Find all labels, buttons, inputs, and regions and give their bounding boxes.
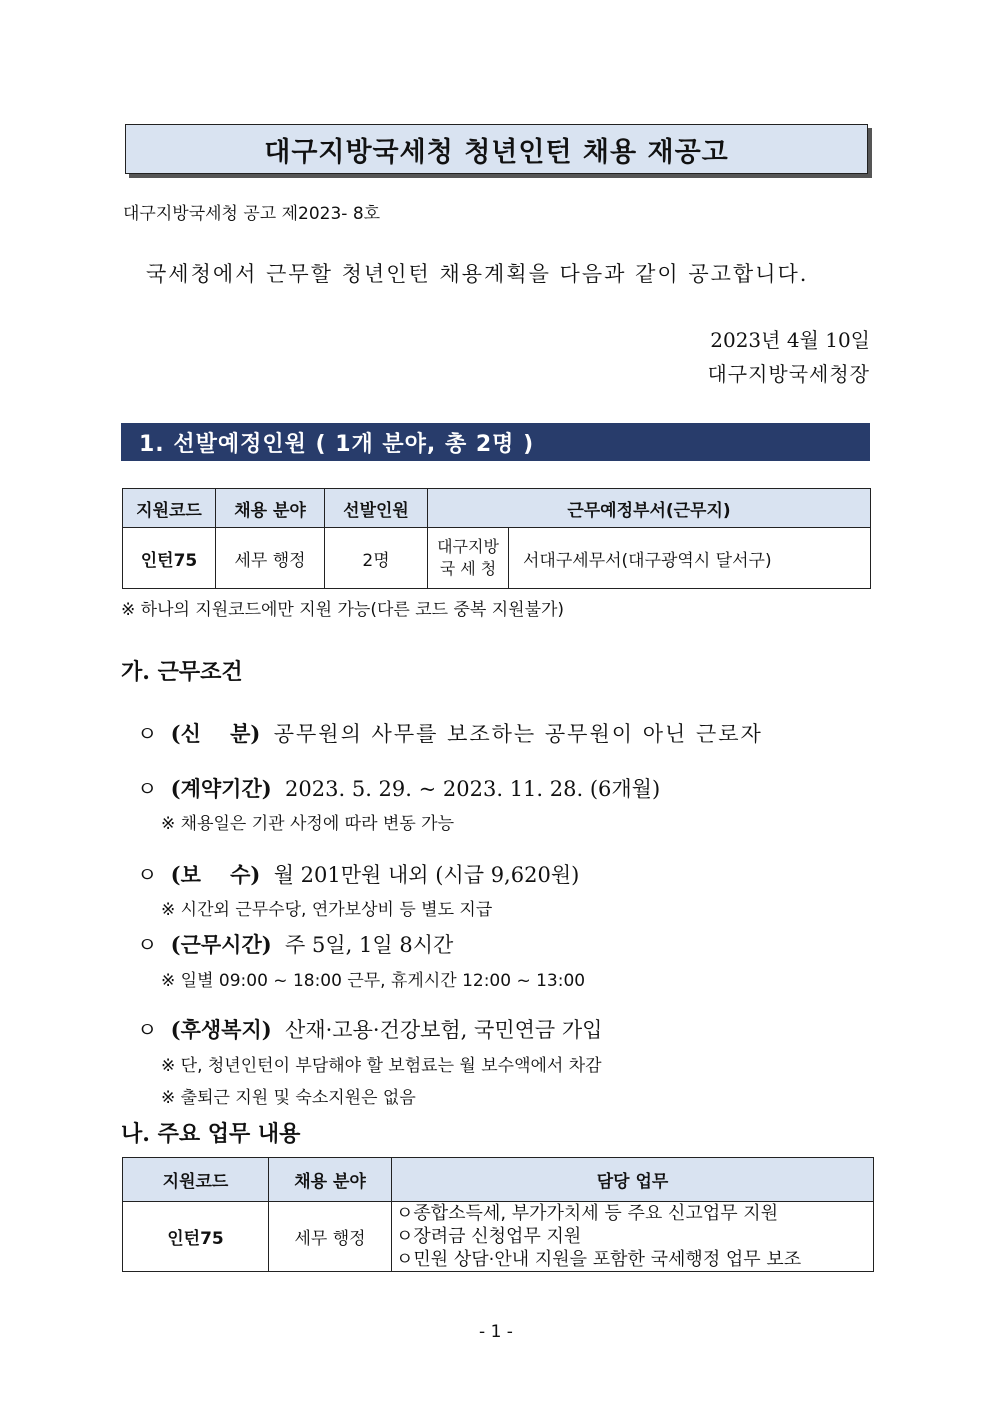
notice-date: 2023년 4월 10일	[710, 328, 870, 352]
col-dept: 근무예정부서(근무지)	[428, 489, 871, 528]
duties-table	[122, 1157, 874, 1272]
condition-pay-note: ※ 시간외 근무수당, 연가보상비 등 별도 지급	[161, 900, 493, 920]
condition-text: 월 201만원 내외 (시급 9,620원)	[273, 863, 580, 887]
table-header-row	[123, 1158, 874, 1202]
page-number: - 1 -	[479, 1322, 513, 1342]
cell-field: 세무 행정	[269, 1202, 392, 1272]
condition-text: 주 5일, 1일 8시간	[285, 933, 454, 957]
condition-text: 산재·고용·건강보험, 국민연금 가입	[285, 1018, 603, 1042]
bullet-icon: ㅇ	[137, 1018, 158, 1042]
bullet-icon: ㅇ	[137, 933, 158, 957]
table-row	[123, 1202, 874, 1272]
condition-hours	[137, 929, 453, 959]
task-item: ㅇ민원 상담·안내 지원을 포함한 국세행정 업무 보조	[396, 1249, 802, 1270]
office-bottom: 국 세 청	[439, 559, 497, 578]
bullet-icon: ㅇ	[137, 777, 158, 801]
cell-tasks	[392, 1202, 874, 1272]
section1-heading: 1. 선발예정인원 ( 1개 분야, 총 2명 )	[121, 423, 870, 461]
task-item: ㅇ종합소득세, 부가가치세 등 주요 신고업무 지원	[396, 1203, 779, 1224]
cell-field: 세무 행정	[216, 528, 325, 589]
cell-count: 2명	[325, 528, 428, 589]
notice-number: 대구지방국세청 공고 제2023- 8호	[123, 204, 381, 224]
condition-welfare-note: ※ 단, 청년인턴이 부담해야 할 보험료는 월 보수액에서 차감	[161, 1056, 602, 1076]
col-field: 채용 분야	[269, 1158, 392, 1202]
condition-pay	[137, 859, 579, 889]
cell-office	[428, 528, 509, 589]
condition-text: 공무원의 사무를 보조하는 공무원이 아닌 근로자	[273, 722, 763, 746]
cell-code: 인턴75	[123, 1202, 269, 1272]
document-title: 대구지방국세청 청년인턴 채용 재공고	[125, 124, 868, 174]
cell-dept: 서대구세무서(대구광역시 달서구)	[509, 528, 871, 589]
issuer: 대구지방국세청장	[707, 362, 870, 386]
condition-contract	[137, 773, 660, 803]
table-row	[123, 528, 871, 589]
task-item: ㅇ장려금 신청업무 지원	[396, 1226, 582, 1247]
condition-welfare-note2: ※ 출퇴근 지원 및 숙소지원은 없음	[161, 1088, 416, 1108]
bullet-icon: ㅇ	[137, 722, 158, 746]
condition-label: (신 분)	[170, 721, 261, 746]
col-tasks: 담당 업무	[392, 1158, 874, 1202]
condition-label: (후생복지)	[170, 1017, 272, 1042]
table-header-row	[123, 489, 871, 528]
col-count: 선발인원	[325, 489, 428, 528]
col-field: 채용 분야	[216, 489, 325, 528]
selection-note: ※ 하나의 지원코드에만 지원 가능(다른 코드 중복 지원불가)	[121, 600, 565, 620]
intro-text: 국세청에서 근무할 청년인턴 채용계획을 다음과 같이 공고합니다.	[146, 262, 809, 286]
selection-table	[122, 488, 871, 589]
condition-text: 2023. 5. 29. ~ 2023. 11. 28. (6개월)	[285, 777, 661, 801]
col-code: 지원코드	[123, 489, 216, 528]
bullet-icon: ㅇ	[137, 863, 158, 887]
condition-label: (계약기간)	[170, 776, 272, 801]
col-code: 지원코드	[123, 1158, 269, 1202]
condition-label: (근무시간)	[170, 932, 272, 957]
condition-hours-note: ※ 일별 09:00 ~ 18:00 근무, 휴게시간 12:00 ~ 13:00	[161, 971, 586, 991]
cell-code: 인턴75	[123, 528, 216, 589]
conditions-heading: 가. 근무조건	[121, 659, 243, 685]
duties-heading: 나. 주요 업무 내용	[121, 1121, 301, 1147]
office-top: 대구지방	[437, 537, 499, 556]
condition-contract-note: ※ 채용일은 기관 사정에 따라 변동 가능	[161, 814, 454, 834]
condition-label: (보 수)	[170, 862, 261, 887]
condition-status	[137, 718, 763, 748]
condition-welfare	[137, 1014, 602, 1044]
